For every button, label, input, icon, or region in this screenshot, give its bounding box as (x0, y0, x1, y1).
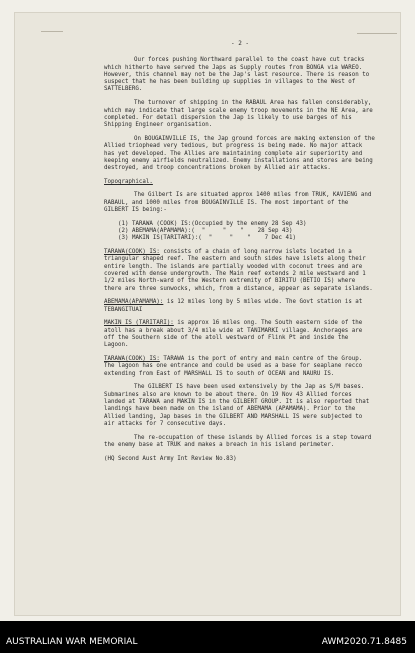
footer-accession-number: AWM2020.71.8485 (321, 637, 407, 647)
paragraph-makin (104, 320, 376, 349)
list-item: (3) MAKIN IS(TARITARI):( " " " 7 Dec 41) (118, 235, 296, 242)
tarawa-label: TARAWA(COOK) IS: (104, 249, 160, 256)
document-body (104, 40, 376, 463)
footer-institution: AUSTRALIAN WAR MEMORIAL (6, 637, 138, 647)
list-item: (2) ABEMAMA(APAMAMA):( " " " 28 Sep 43) (118, 227, 293, 234)
section-heading-topographical: Topographical. (104, 178, 153, 185)
paragraph-abemama (104, 299, 376, 314)
paragraph-gilbert-is: The Gilbert Is are situated approx 1400 miles from TRUK, KAVIENG and RABAUL, and 1000 miles from BOUGAINVILLE IS. The most important of the GILBERT IS being:- (104, 192, 372, 213)
paragraph-tarawa-port (104, 356, 376, 378)
paragraph-sm-bases: The GILBERT IS have been used extensively by the Jap as S/M bases. Submarines also are known to be about there. On 19 Nov 43 Allied forces landed at TARAWA and MAKIN IS in the GILBERT GROUP. It is also reported that landings have been made on the island of ABEMAMA (APAMAMA). Prior to the Allied landing, Jap bases in the GILBERT AND MARSHALL IS were subjected to air attacks for 7 consecutive days. (104, 384, 370, 427)
paragraph-supply-routes: Our forces pushing Northward parallel to the coast have cut tracks which hitherto have served the Japs as Supply routes from BONGA via WAREO. However, this channel may not be the Jap's last resource. There is reason to suspect that he has been building up supplies in villages to the West of SATTELBERG. (104, 57, 370, 93)
pencil-mark (357, 33, 397, 34)
abemama-label: ABEMAMA(APAMAMA): (104, 299, 164, 306)
tarawa-port-text: TARAWA is the port of entry and main centre of the Group. The lagoon has one entrance and could be used as a base for seaplane recco extending from East of MARSHALL IS to south of OCEAN and NAURU IS. (104, 356, 363, 377)
tarawa-port-label: TARAWA(COOK) IS: (104, 356, 160, 363)
abemama-text: is 12 miles long by 5 miles wide. The Govt station is at TEBANGITUAI (104, 299, 363, 313)
page-number: - 2 - (230, 40, 250, 47)
paragraph-tarawa (104, 249, 376, 293)
paragraph-bougainville: On BOUGAINVILLE IS, the Jap ground forces are making extension of the Allied triophead very tedious, but progress is being made. No major attack has yet developed. The Allies are maintaining complete air superiority and keeping enemy airfields neutralized. Enemy installations and stores are being destroyed, and troop concentrations broken by Allied air attacks. (104, 135, 375, 172)
paragraph-reoccupation: The re-occupation of these islands by Allied forces is a step toward the enemy base at TRUK and makes a breach in his island perimeter. (104, 434, 372, 449)
islands-list (118, 221, 376, 243)
list-item: (1) TARAWA (COOK) IS:(Occupied by the enemy 28 Sep 43) (118, 220, 307, 227)
paragraph-shipping: The turnover of shipping in the RABAUL Area has fallen considerably, which may indicate that large scale enemy troop movements in the NE Area, are completed. For detail dispersion the Jap is likely to use barges of his Shipping Engineer organisation. (104, 100, 373, 129)
archive-footer (0, 621, 415, 653)
source-citation: (HQ Second Aust Army Int Review No.83) (104, 455, 237, 462)
makin-text: is approx 16 miles ong. The South eastern side of the atoll has a break about 3/4 mile wide at TANIMARKI village. Anchorages are off the Southern side of the atoll westward of Flink Pt and inside the Lagoon. (104, 320, 363, 349)
pencil-mark (41, 31, 63, 32)
makin-label: MAKIN IS (TARITARI): (104, 320, 174, 327)
tarawa-text: consists of a chain of long narrow islets located in a triangular shaped reef. The eastern and south sides have islets along their entire length. The islands are partially wooded with coconut trees and are covered with dense undergrowth. The Main reef extends 2 mile westward and 1 1/2 miles North-ward of the Western extremity of BIRITU (BETIO IS) where there are three sunwocks, which, from a distance, appear as separate islands. (104, 249, 373, 292)
